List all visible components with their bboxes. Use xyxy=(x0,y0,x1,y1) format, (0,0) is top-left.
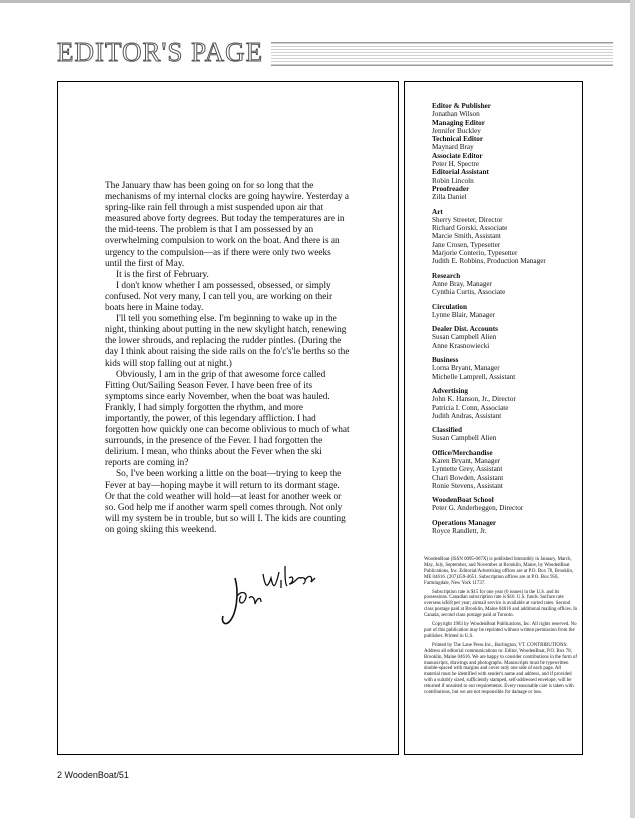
masthead-name: Judith E. Robbins, Production Manager xyxy=(432,257,546,266)
editorial-paragraph: I don't know whether I am possessed, obsessed, or simply confused. Not very many, I can tell you, are working on their boats here in Maine today. xyxy=(105,280,333,314)
signature-image xyxy=(215,556,319,632)
editorial-paragraph: So, I've been working a little on the boat—trying to keep the Fever at bay—hoping maybe it will return to its dormant stage. Or that the cold weather will hold—at least for another week or so. God help me if another warm spell comes through. Not only will my system be in trouble, but so will I. The kids are counting on going skiing this weekend. xyxy=(105,469,346,535)
page-title: EDITOR'S PAGE xyxy=(57,34,271,70)
masthead-role: Proofreader xyxy=(432,184,470,193)
masthead-name: Karen Bryant, Manager xyxy=(432,456,501,465)
masthead-name: Maynard Bray xyxy=(432,143,474,152)
masthead-role: Circulation xyxy=(432,302,468,311)
masthead-column xyxy=(404,81,583,755)
masthead-name: Richard Gorski, Associate xyxy=(432,224,508,233)
masthead-role: Technical Editor xyxy=(432,135,484,144)
masthead-name: Jonathan Wilson xyxy=(432,110,480,119)
masthead-role: Editorial Assistant xyxy=(432,168,489,177)
masthead-group-advertising xyxy=(432,387,580,420)
fine-print-paragraph: WoodenBoat (ISSN 0095-067X) is published bimonthly in January, March, May, July, September, and November at Brooklin, Maine, by WoodenBoat Publications, Inc. Editorial/Advertising offices are at P.O. Box 78, Brooklin, ME 04616. (207)359-4651. Subscription offices are at P.O. Box 956, Farmingdale, New York 11737. xyxy=(424,557,574,586)
masthead-name: Sherry Streeter, Director xyxy=(432,215,503,224)
masthead-role: Editor & Publisher xyxy=(432,102,491,110)
masthead-name: Susan Campbell Alien xyxy=(432,434,497,443)
masthead-name: Peter G. Anderheggen, Director xyxy=(432,504,524,513)
editorial-paragraph: Obviously, I am in the grip of that awesome force called Fitting Out/Sailing Season Fever. I have been free of its symptoms since early November, when the boat was hauled. Frankly, I had simply forgotten the rhythm, and more importantly, the power, of this legendary affliction. I had forgotten how quickly one can become oblivious to much of what surrounds, in the presence of the Fever. I had forgotten the delirium. I mean, who thinks about the Fever when the ski reports are coming in? xyxy=(105,369,350,469)
masthead-name: Chari Bowden, Assistant xyxy=(432,473,504,482)
masthead-name: Susan Campbell Alien xyxy=(432,333,497,342)
masthead-name: Lorna Bryant, Manager xyxy=(432,364,500,373)
editorial-paragraph: It is the first of February. xyxy=(116,269,209,280)
masthead-group-business xyxy=(432,356,580,381)
masthead-group-research xyxy=(432,272,580,297)
masthead-top-block xyxy=(432,102,580,202)
masthead-name: John K. Hanson, Jr., Director xyxy=(432,395,516,404)
editorial-column xyxy=(57,81,399,755)
editorial-paragraph: I'll tell you something else. I'm beginning to wake up in the night, thinking about putting in the new skylight hatch, renewing the lower shrouds, and replacing the rudder pintles. (During the day I think about raising the side rails on the fo'c's'le berths so the kids will stop falling out at night.) xyxy=(105,314,350,369)
masthead-role: Advertising xyxy=(432,386,468,395)
masthead-role: Operations Manager xyxy=(432,518,497,527)
masthead-role: Research xyxy=(432,271,461,280)
masthead-role: WoodenBoat School xyxy=(432,496,494,505)
masthead-name: Jennifer Buckley xyxy=(432,126,481,135)
fine-print-paragraph: Copyright 1983 by WoodenBoat Publications, Inc. All rights reserved. No part of this publication may be reprinted without written permission from the publisher. Printed in U.S. xyxy=(424,622,577,639)
fine-print-paragraph: Printed by The Lane Press Inc., Burlington, VT. CONTRIBUTIONS: Address all editorial communications to: Editor, WoodenBoat, P.O. Box 78, Brooklin, Maine 04616. We are happy to consider contributions in the form of manuscripts, drawings and photographs. Manuscripts must be typewritten double-spaced with margins and cover only one side of each page. All material must be identified with sender's name and address, and if provided with a suitably sized, sufficiently stamped, self-addressed envelope, will be returned if unsuited to our requirements. Every reasonable care is taken with contributions, but we are not responsible for damage or loss. xyxy=(424,642,577,696)
masthead-name: Zilla Daniel xyxy=(432,193,467,202)
masthead-group-office xyxy=(432,449,580,490)
fine-print-paragraph: Subscription rate is $15 for one year (6 issues) in the U.S. and its possessions. Canadian subscription rate is $16. U.S. funds. Surface rate overseas is$18 per year; airmail service is available at varied rates. Second class postage paid at Brooklin, Maine 04616 and additional mailing offices. In Canada, second class postage paid at Toronto. xyxy=(424,589,578,619)
masthead-name: Jane Crosen, Typesetter xyxy=(432,240,501,249)
masthead-name: Lynnette Grey, Assistant xyxy=(432,465,503,474)
masthead-name: Marjorie Conterio, Typesetter xyxy=(432,249,518,258)
signature-stroke-j xyxy=(222,578,237,624)
masthead-role: Art xyxy=(432,207,443,216)
masthead-role: Managing Editor xyxy=(432,118,485,127)
editorial-paragraph: The January thaw has been going on for so long that the mechanisms of my internal clocks are going haywire. Yesterday a spring-like rain fell through a mist suspended upon air that measured above forty degrees. But today the temperatures are in the mid-teens. The problem is that I am possessed by an overwhelming compulsion to work on the boat. And there is an urgency to the compulsion—as if there were only two weeks until the first of May. xyxy=(105,181,349,269)
masthead-group-circulation xyxy=(432,303,580,320)
masthead-group-classified xyxy=(432,426,580,443)
masthead-name: Robin Lincoln xyxy=(432,176,474,185)
masthead-role: Associate Editor xyxy=(432,151,483,160)
masthead-group-dealer xyxy=(432,325,580,350)
masthead-name: Peter H. Spectre xyxy=(432,160,479,169)
masthead-role: Dealer Dist. Accounts xyxy=(432,325,498,334)
masthead-name: Lynne Blair, Manager xyxy=(432,310,495,319)
masthead-name: Anne Krasnowiecki xyxy=(432,341,490,350)
signature-stroke-wilson xyxy=(263,566,315,588)
masthead-name: Judith Andras, Assistant xyxy=(432,411,502,420)
signature-stroke-on xyxy=(237,593,261,604)
masthead xyxy=(432,102,580,541)
masthead-name: Marcie Smith, Assistant xyxy=(432,232,501,241)
masthead-name: Ronie Stevens, Assistant xyxy=(432,481,503,490)
masthead-group-operations xyxy=(432,519,580,536)
masthead-group-school xyxy=(432,496,580,513)
masthead-role: Classified xyxy=(432,426,462,435)
page-top-edge xyxy=(0,0,635,3)
page-right-edge xyxy=(630,0,635,818)
masthead-name: Royce Randlett, Jr. xyxy=(432,527,487,536)
page-footer: 2 WoodenBoat/51 xyxy=(57,770,129,780)
masthead-name: Cynthia Curtis, Associate xyxy=(432,288,506,297)
editorial-text xyxy=(105,181,350,536)
masthead-role: Office/Merchandise xyxy=(432,448,493,457)
masthead-name: Michelle Lamprell, Assistant xyxy=(432,372,516,381)
publication-fine-print xyxy=(424,557,578,699)
masthead-name: Patricia I. Conn, Associate xyxy=(432,403,509,412)
masthead-name: Anne Bray, Manager xyxy=(432,279,493,288)
masthead-group-art xyxy=(432,208,580,266)
masthead-role: Business xyxy=(432,356,459,365)
